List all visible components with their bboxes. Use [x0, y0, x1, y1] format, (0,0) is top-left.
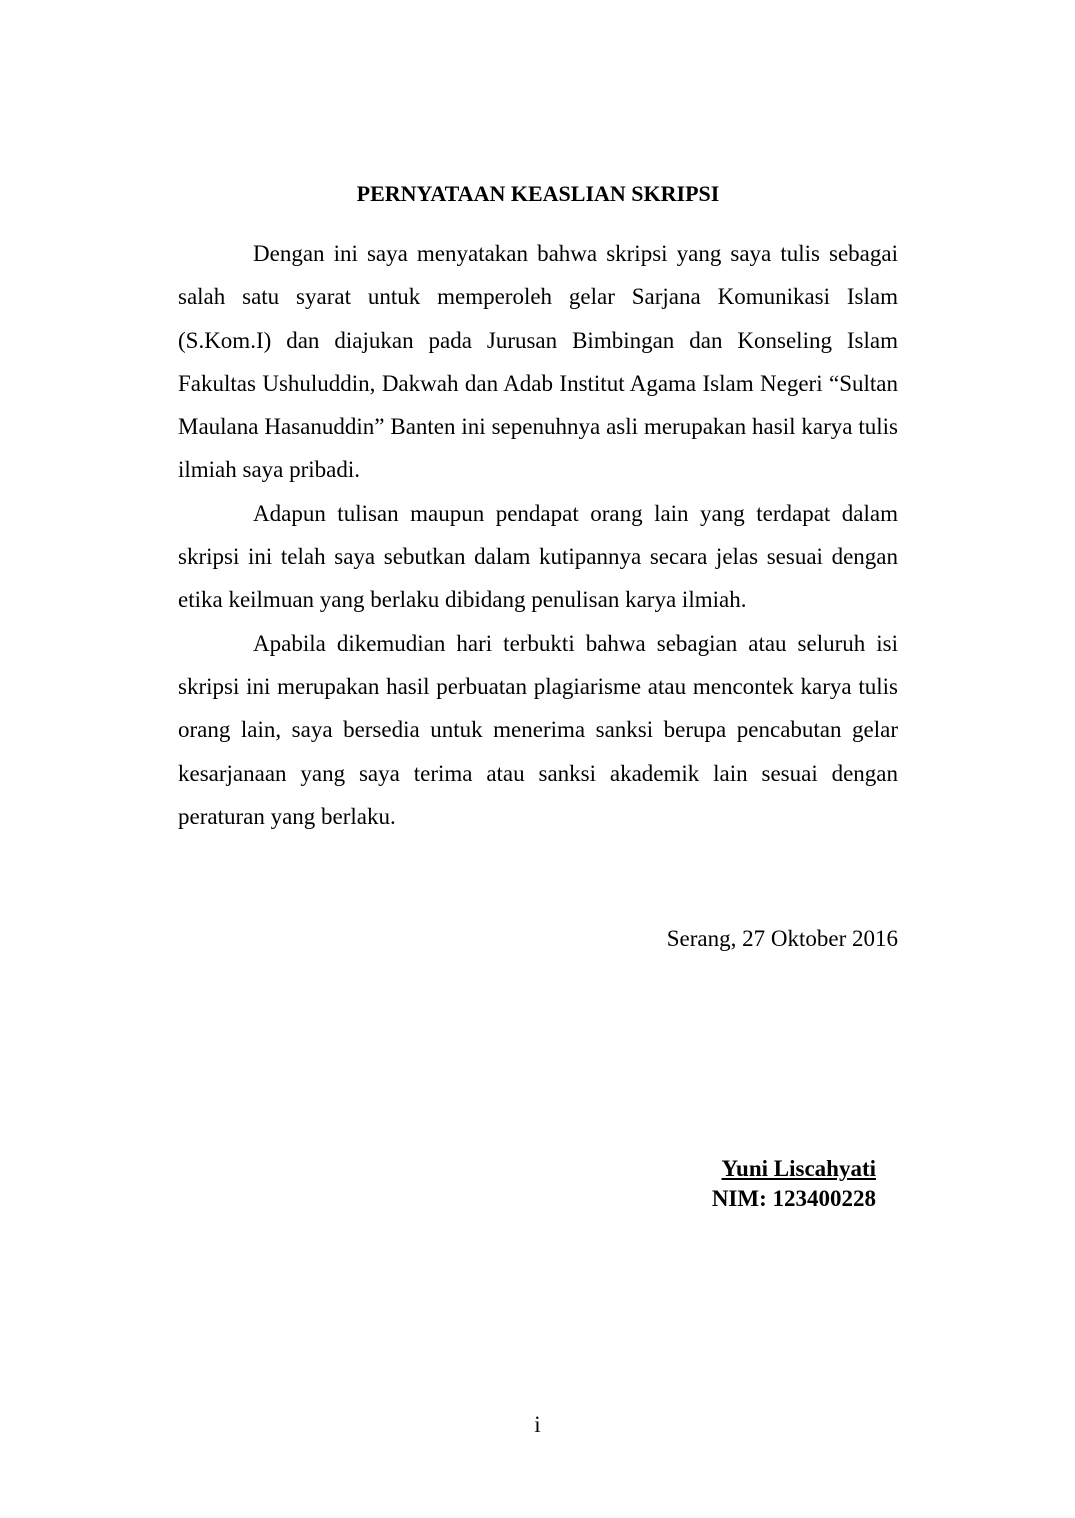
- signatory-nim: NIM: 123400228: [711, 1186, 876, 1211]
- place-date: Serang, 27 Oktober 2016: [666, 926, 898, 951]
- statement-body: [178, 232, 898, 838]
- page-number: i: [534, 1412, 541, 1437]
- document-title: PERNYATAAN KEASLIAN SKRIPSI: [356, 181, 720, 206]
- statement-paragraph: Apabila dikemudian hari terbukti bahwa sebagian atau seluruh isi skripsi ini merupakan hasil perbuatan plagiarisme atau mencontek karya tulis orang lain, saya bersedia untuk menerima sanksi berupa pencabutan gelar kesarjanaan yang saya terima atau sanksi akademik lain sesuai dengan peraturan yang berlaku.: [178, 630, 898, 829]
- signature-block: [600, 1154, 876, 1214]
- statement-paragraph: Dengan ini saya menyatakan bahwa skripsi yang saya tulis sebagai salah satu syarat untuk memperoleh gelar Sarjana Komunikasi Islam (S.Kom.I) dan diajukan pada Jurusan Bimbingan dan Konseling Islam Fakultas Ushuluddin, Dakwah dan Adab Institut Agama Islam Negeri “Sultan Maulana Hasanuddin” Banten ini sepenuhnya asli merupakan hasil karya tulis ilmiah saya pribadi.: [178, 241, 898, 483]
- statement-paragraph: Adapun tulisan maupun pendapat orang lain yang terdapat dalam skripsi ini telah saya sebutkan dalam kutipannya secara jelas sesuai dengan etika keilmuan yang berlaku dibidang penulisan karya ilmiah.: [178, 500, 898, 613]
- signatory-name: Yuni Liscahyati: [721, 1156, 876, 1181]
